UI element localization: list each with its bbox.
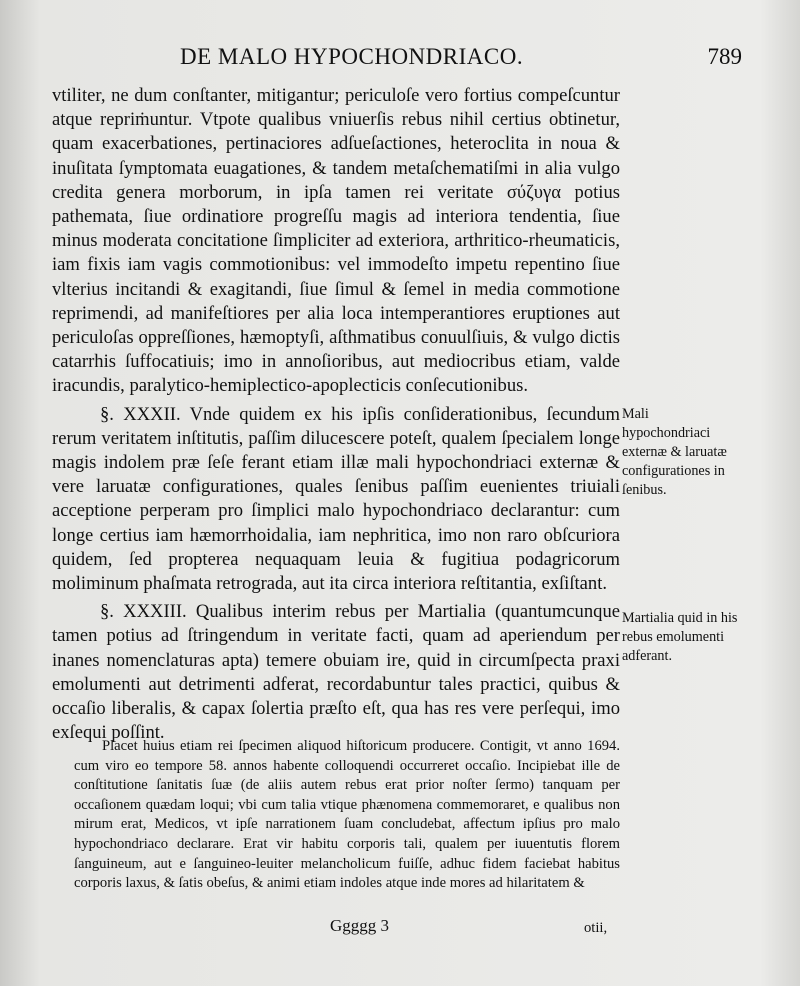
margin-note-section-33: Martialia quid in his rebus emolumenti adferant. [622, 610, 738, 664]
paragraph-1: vtiliter, ne dum conſtanter, mitigantur; periculoſe vero fortius compeſcuntur atque repriṁuntur. Vtpote qualibus vniuerſis rebus nihil certius obtinetur, quam exacerbationes, pertinaciores adſueſactiones, heteroclita in noua & inuſitata ſymptomata euagationes, & tandem metaſchematiſmi in alia vulgo credita genera morborum, in ipſa tamen rei veritate σύζυγα potius pathemata, ſiue ordinatiore progreſſu magis ad interiora tendentia, ſiue minus moderata concitatione ſimpliciter ad exteriora, arthritico-rheumaticis, iam fixis iam vagis commotionibus: vel immodeſto impetu repentino ſiue vlterius incitandi & exagitandi, ſiue ſimul & ſemel in media commotione reprimendi, ad manifeſtiores per alia loca intemperantiores eruptiones aut periculoſas oppreſſiones, hæmoptyſi, aſthmatibus conuulſiuis, & vulgo dictis catarrhis ſuffocatiuis; imo in annoſioribus, aut mediocribus etiam, valde iracundis, paralytico-hemiplectico-apoplecticis conſecutionibus. [52, 85, 620, 397]
printer-signature: Ggggg 3 [330, 916, 390, 935]
running-head: DE MALO HYPOCHONDRIACO. [180, 44, 524, 69]
margin-note-section-32: Mali hypochondriaci externæ & laruatæ configurationes in ſenibus. [622, 406, 727, 498]
footnote-text: Placet huius etiam rei ſpecimen aliquod hiſtoricum producere. Contigit, vt anno 1694. cum viro eo tempore 58. annos habente colloquendi occurreret occaſio. Incipiebat ille de conſtitutione ſanitatis ſuæ (de aliis autem rebus erat prior noſter ſermo) tanquam per occaſionem quædam loqui; vbi cum talia vtique phænomena commemoraret, e qualibus non mirum erat, Medicos, vt ipſe narrationem ſuam concludebat, affectum ipſius pro malo hypochondriaco declarare. Erat vir habitu corporis tali, qualem per iuuentutis florem ſanguineum, aut e ſanguineo-leuiter melancholicum fuiſſe, adhuc fidem faciebat habitus corporis laxus, & ſatis obeſus, & animi etiam indoles atque inde mores ad hilaritatem & [74, 738, 620, 892]
page-number: 789 [707, 44, 742, 69]
paragraph-section-32: §. XXXII. Vnde quidem ex his ipſis conſiderationibus, ſecundum rerum veritatem inſtitutis, paſſim dilucescere poteſt, qualem ſpecialem longe magis indolem præ ſeſe ferant etiam illæ mali hypochondriaci externæ & vere laruatæ configurationes, quales ſenibus paſſim euenientes triuiali acceptione perperam pro ſimplici malo hypochondriaco declarantur: cum longe certius iam hæmorrhoidalia, iam nephritica, imo non raro obſcuriora quidem, ſed propterea nequaquam leuia & fugitiua podagricorum moliminum phaſmata retrograda, aut ita circa interiora reſtitantia, exſiſtant. [52, 403, 620, 595]
page-header [180, 44, 740, 80]
paragraph-section-33: §. XXXIII. Qualibus interim rebus per Martialia (quantumcunque tamen potius ad ſtringendum in veritate facti, quam ad aperiendum per inanes nomenclaturas apta) temere obuiam ire, quid in circumſpecta praxi emolumenti aut detrimenti adferat, recordabuntur tales practici, quibus & occaſio liberalis, & capax ſolertia præſto eſt, qua has res vere perſequi, imo exſequi poſſint. [52, 601, 620, 744]
footnote-block [74, 737, 620, 894]
main-text [52, 84, 620, 745]
catchword: otii, [584, 920, 608, 936]
